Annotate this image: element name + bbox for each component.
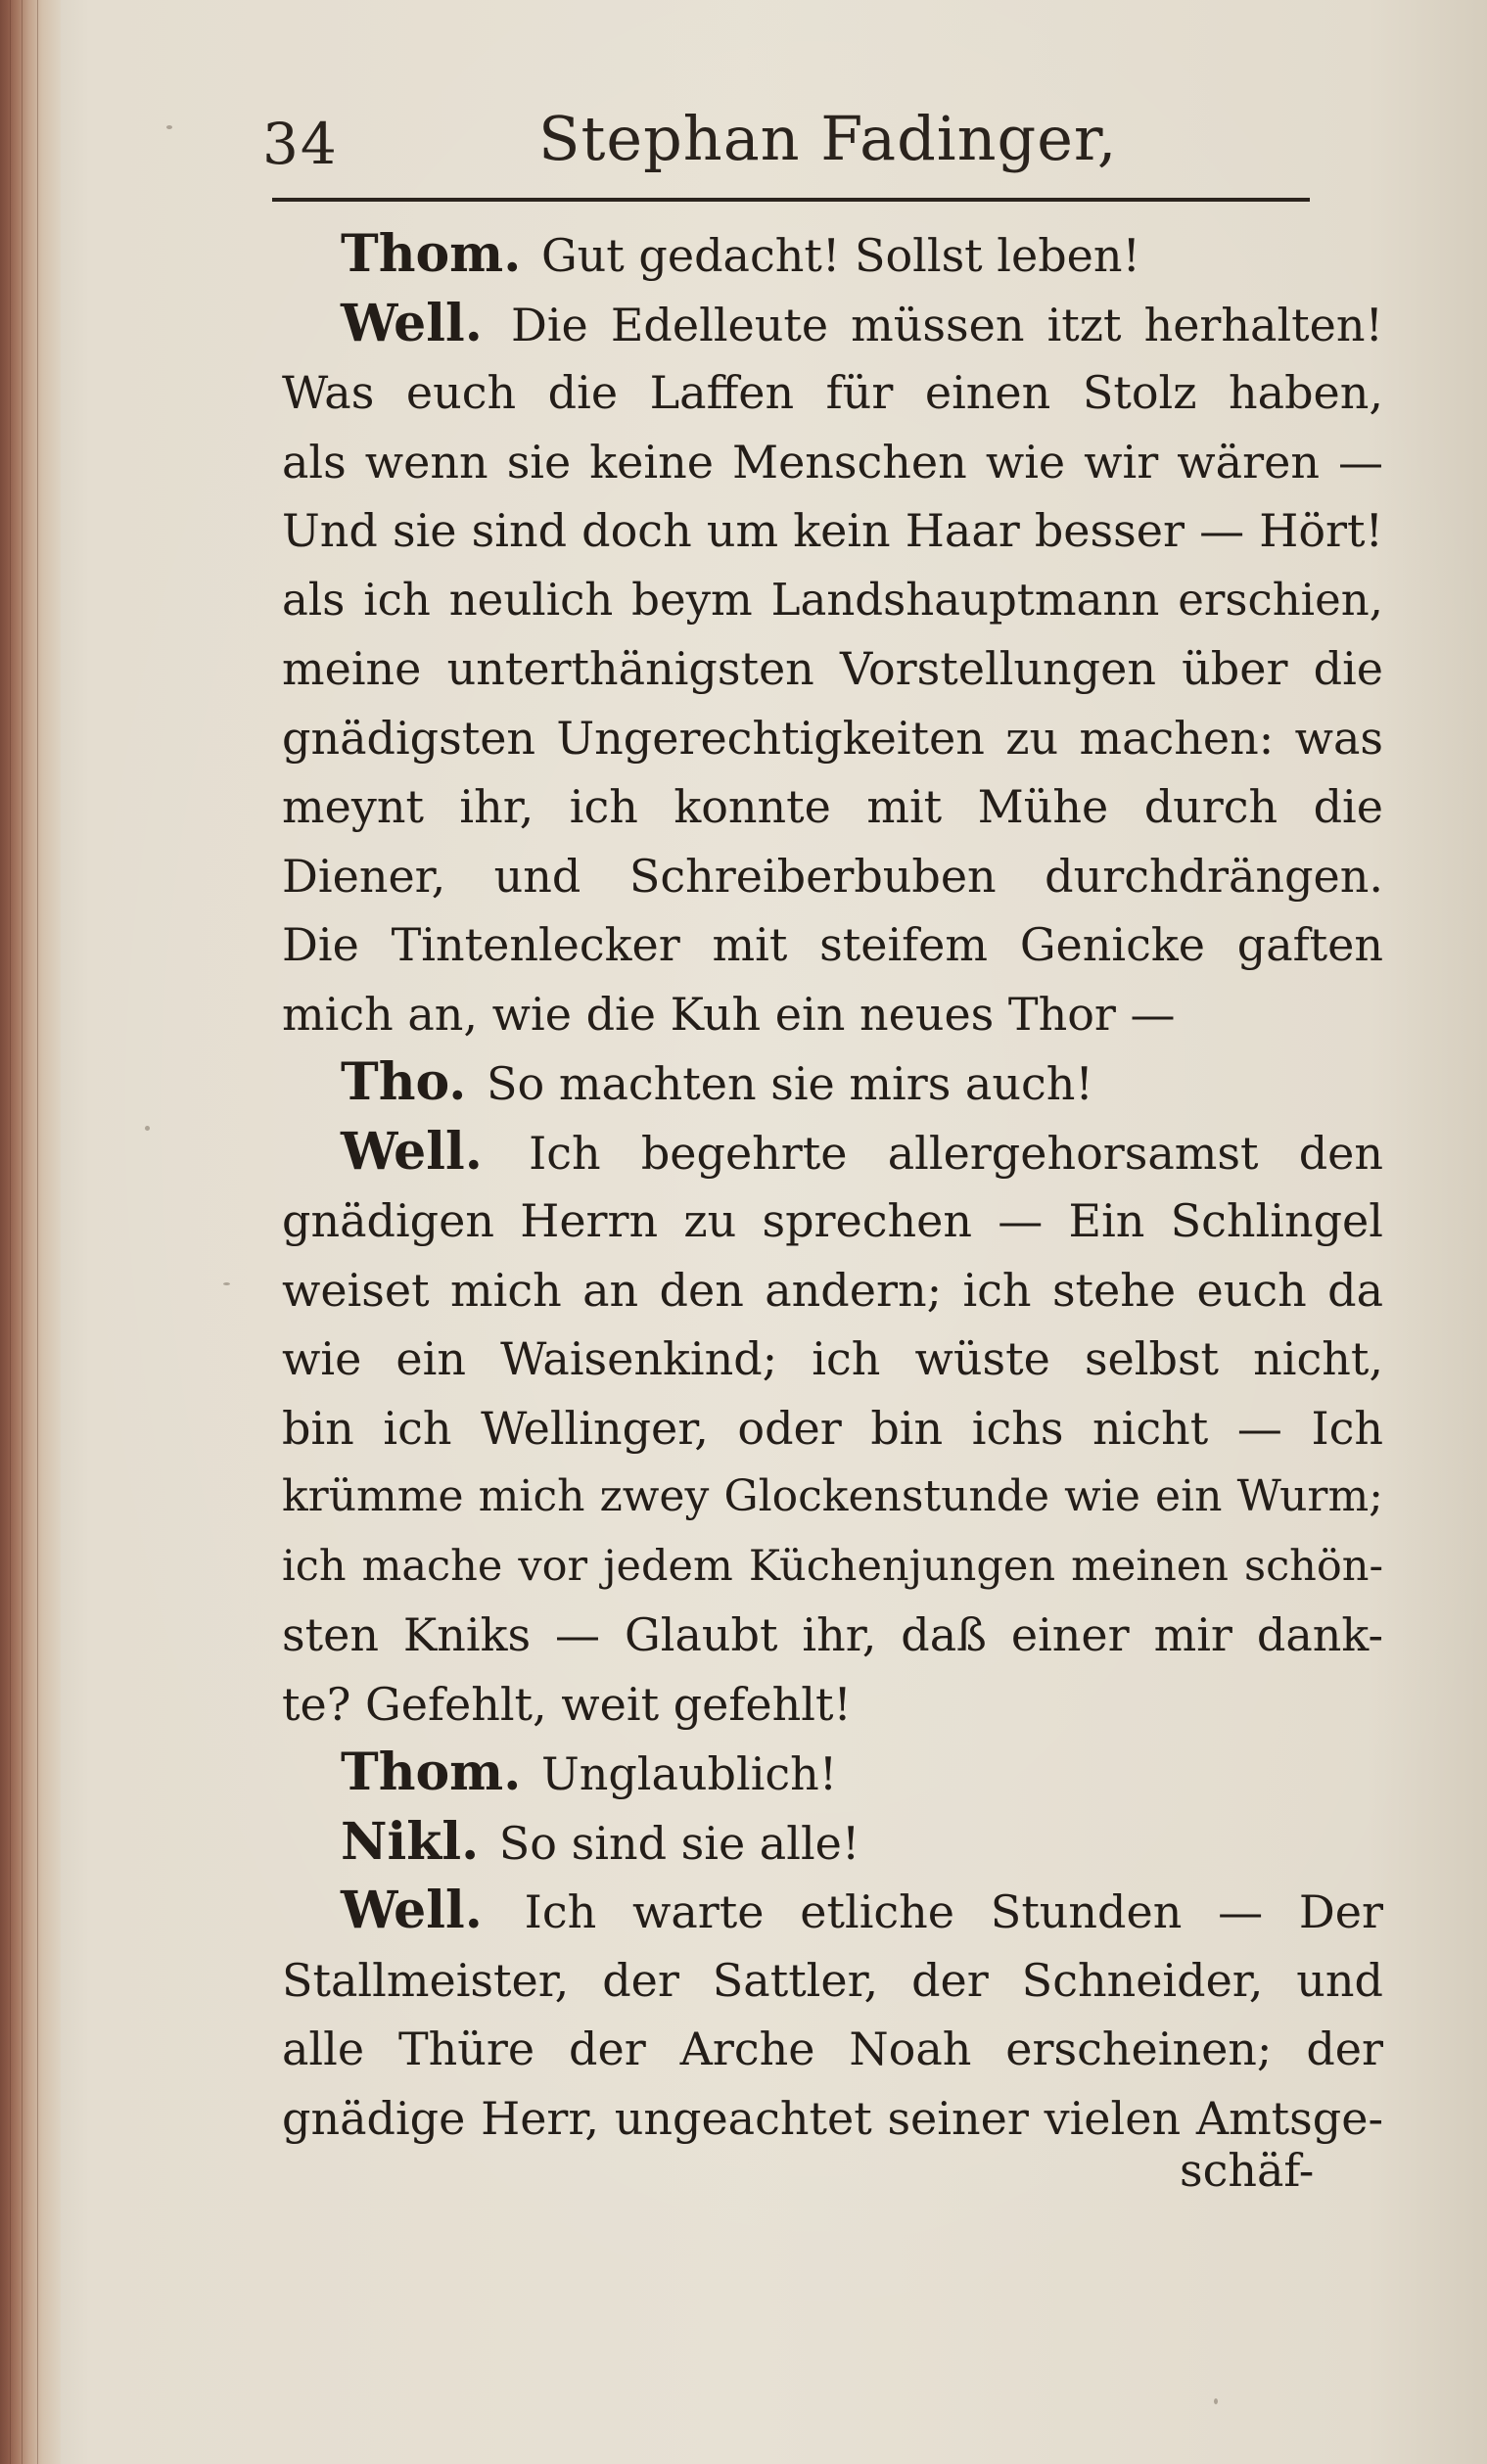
speaker-name: Tho. (341, 1052, 467, 1112)
line-text: bin ich Wellinger, oder bin ichs nicht — Ich (282, 1401, 1383, 1455)
text-line (282, 1118, 1383, 1187)
line-text: Stallmeister, der Sattler, der Schneider, und (282, 1953, 1383, 2007)
text-line (282, 358, 1383, 428)
spine-line (10, 0, 11, 2464)
line-text: meynt ihr, ich konnte mit Mühe durch die (282, 780, 1383, 833)
text-line (282, 1463, 1383, 1532)
paper-speck (166, 125, 172, 129)
line-text: wie ein Waisenkind; ich wüste selbst nicht, (282, 1332, 1383, 1385)
text-line (282, 1601, 1383, 1670)
line-text: als wenn sie keine Menschen wie wir wären — (282, 435, 1383, 488)
text-line (282, 1394, 1383, 1464)
text-line (282, 1808, 1383, 1878)
line-text: ich mache vor jedem Küchenjungen meinen schön- (282, 1541, 1383, 1591)
line-text: gnädigen Herrn zu sprechen — Ein Schlingel (282, 1194, 1383, 1247)
line-text: gnädigsten Ungerechtigkeiten zu machen: was (282, 711, 1383, 765)
line-text: als ich neulich beym Landshauptmann erschien, (282, 573, 1383, 626)
text-line (282, 704, 1383, 773)
spine-line (37, 0, 38, 2464)
line-text: weiset mich an den andern; ich stehe euch da (282, 1263, 1383, 1317)
line-text: Gut gedacht! Sollst leben! (540, 229, 1140, 282)
text-line (282, 1946, 1383, 2016)
line-text: sten Kniks — Glaubt ihr, daß einer mir dank- (282, 1608, 1383, 1661)
line-text: Ich begehrte allergehorsamst den (529, 1126, 1383, 1180)
text-line (282, 1532, 1383, 1602)
text-line (282, 1048, 1383, 1118)
catchword: schäf- (1180, 2144, 1315, 2197)
line-text: mich an, wie die Kuh ein neues Thor — (282, 987, 1176, 1041)
speaker-name: Thom. (341, 224, 522, 284)
line-text: Unglaublich! (540, 1747, 838, 1800)
header-rule (272, 198, 1310, 202)
text-line (282, 428, 1383, 497)
page-number: 34 (262, 111, 339, 177)
line-text: Und sie sind doch um kein Haar besser — Hört! (282, 504, 1383, 557)
line-text: krümme mich zwey Glockenstunde wie ein Wurm; (282, 1471, 1383, 1521)
text-line (282, 772, 1383, 842)
text-line (282, 842, 1383, 911)
line-text: gnädige Herr, ungeachtet seiner vielen Amtsge- (282, 2091, 1383, 2145)
spine-line (22, 0, 23, 2464)
line-text: Was euch die Laffen für einen Stolz haben, (282, 366, 1383, 419)
book-spine-edge (0, 0, 61, 2464)
line-text: Die Tintenlecker mit steifem Genicke gaften (282, 918, 1383, 971)
line-text: alle Thüre der Arche Noah erscheinen; der (282, 2022, 1383, 2075)
text-line (282, 2015, 1383, 2084)
speaker-name: Nikl. (341, 1811, 480, 1872)
line-text: Ich warte etliche Stunden — Der (524, 1885, 1384, 1938)
line-text: meine unterthänigsten Vorstellungen über die (282, 642, 1383, 695)
text-line (282, 1739, 1383, 1808)
body-text (282, 220, 1383, 2153)
text-line (282, 634, 1383, 704)
page-header (262, 103, 1310, 191)
line-text: So sind sie alle! (498, 1816, 860, 1870)
paper-speck (1214, 2398, 1218, 2404)
text-line (282, 566, 1383, 635)
text-line (282, 1256, 1383, 1325)
text-line (282, 1877, 1383, 1946)
text-line (282, 220, 1383, 290)
line-text: Die Edelleute müssen itzt herhalten! (510, 298, 1383, 351)
paper-speck (145, 1126, 150, 1131)
text-line (282, 910, 1383, 980)
line-text: So machten sie mirs auch! (487, 1057, 1093, 1110)
text-line (282, 1325, 1383, 1394)
text-line (282, 290, 1383, 359)
speaker-name: Well. (341, 1121, 483, 1182)
text-line (282, 1186, 1383, 1256)
text-line (282, 2084, 1383, 2154)
text-line (282, 1670, 1383, 1740)
text-line (282, 496, 1383, 566)
line-text: te? Gefehlt, weit gefehlt! (282, 1677, 852, 1731)
line-text: Diener, und Schreiberbuben durchdrängen. (282, 849, 1383, 903)
text-line (282, 980, 1383, 1049)
speaker-name: Well. (341, 1881, 483, 1940)
paper-speck (223, 1282, 230, 1285)
speaker-name: Thom. (341, 1743, 522, 1802)
speaker-name: Well. (341, 293, 483, 353)
running-title: Stephan Fadinger, (538, 103, 1118, 174)
